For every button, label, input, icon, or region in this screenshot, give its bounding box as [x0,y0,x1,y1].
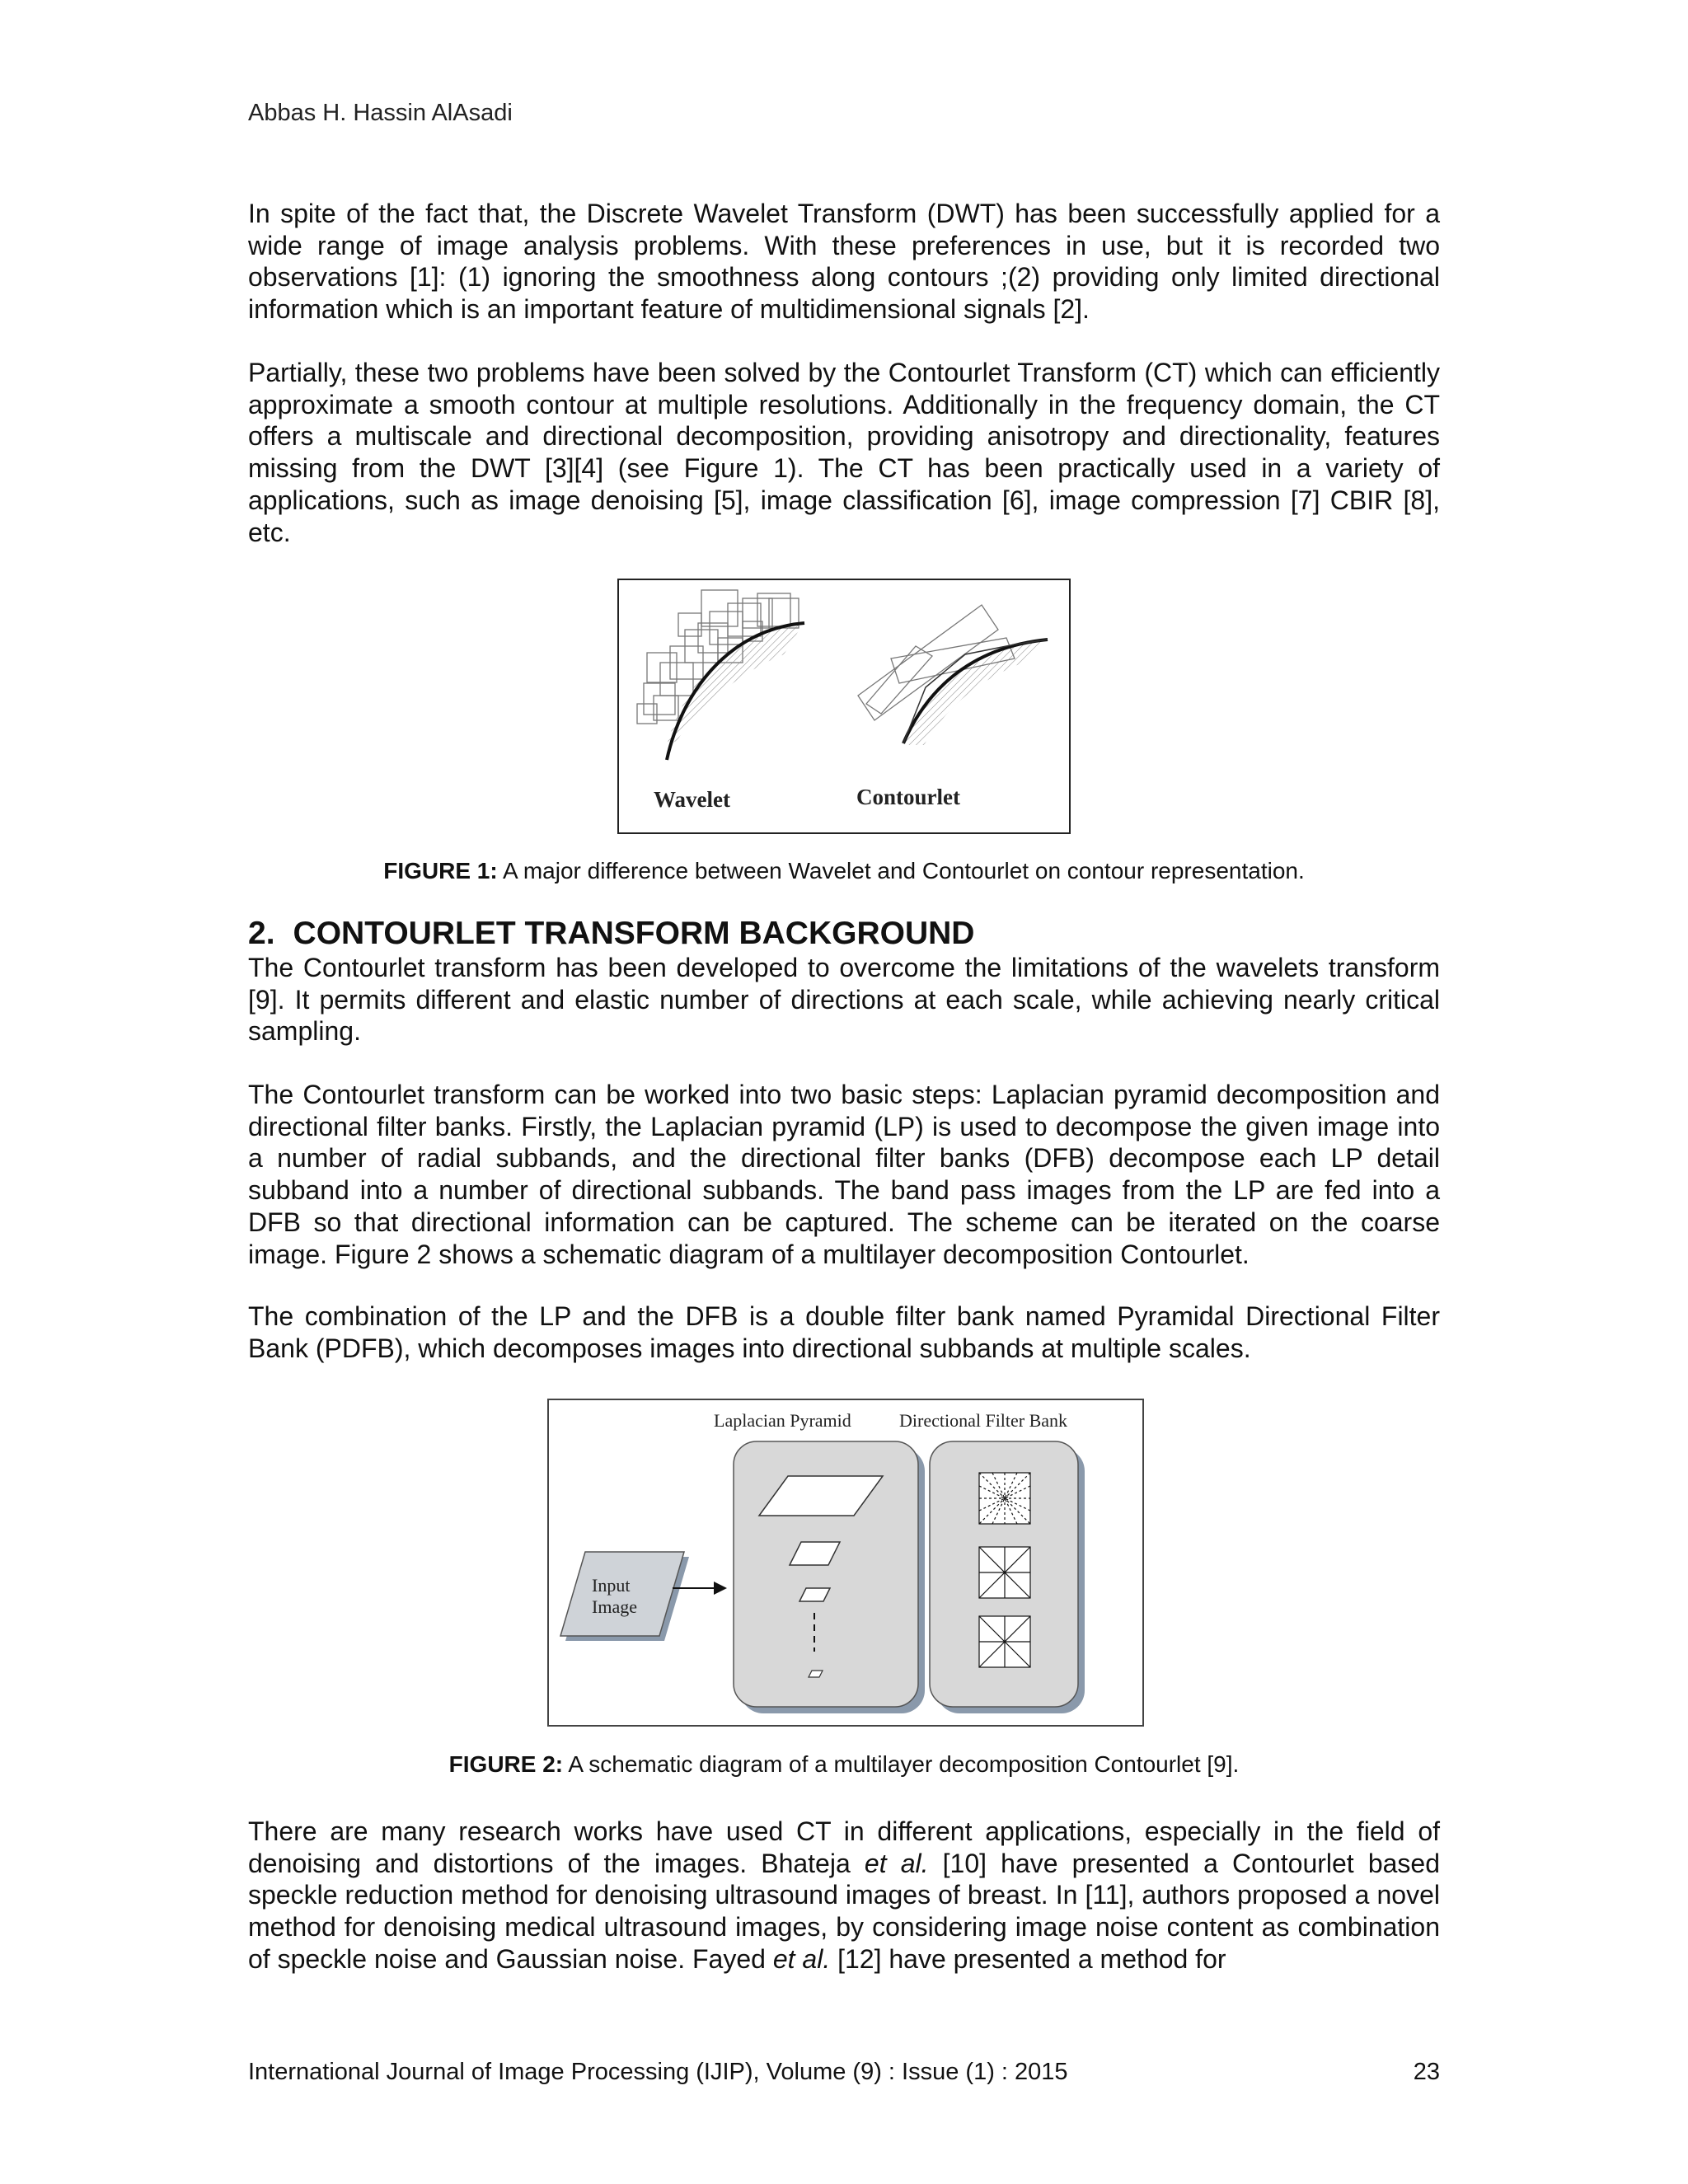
wavelet-hatch [667,621,804,745]
label-wavelet: Wavelet [654,787,730,812]
paragraph-contourlet-intro: Partially, these two problems have been solved by the Contourlet Transform (CT) which can efficiently approximate a smooth contour at multiple resolutions. Additionally in the frequency domain, the CT offers a multiscale and directional decomposition, providing anisotropy and directionality, features missing from the DWT [3][4] (see Figure 1). The CT has been practically used in a variety of applications, such as image denoising [5], image classification [6], image compression [7] CBIR [8], etc. [248,358,1440,547]
section-title: CONTOURLET TRANSFORM BACKGROUND [293,916,975,951]
paragraph-ct-overview: The Contourlet transform has been developed to overcome the limitations of the wavelets transform [9]. It permits different and elastic number of directions at each scale, while achieving nearly critical sampling. [248,953,1440,1047]
related-work-et-al-2: et al. [772,1943,831,1974]
paragraph-ct-steps: The Contourlet transform can be worked into two basic steps: Laplacian pyramid decomposition and directional filter banks. Firstly, the Laplacian pyramid (LP) is used to decompose the given image into a number of radial subbands, and the directional filter banks (DFB) decompose each LP detail subband into a number of directional subbands. The band pass images from the LP are fed into a DFB so that directional information can be captured. The scheme can be iterated on the coarse image. Figure 2 shows a schematic diagram of a multilayer decomposition Contourlet. [248,1080,1440,1269]
figure-1-box [617,579,1071,834]
label-contourlet: Contourlet [856,785,960,809]
dfb-block-2 [979,1547,1030,1598]
running-header-author: Abbas H. Hassin AlAsadi [248,100,513,126]
figure-1-caption [248,857,1440,885]
figure-2-box [547,1399,1144,1727]
label-laplacian-pyramid: Laplacian Pyramid [714,1410,851,1431]
figure-2-caption [248,1750,1440,1779]
figure-2-caption-text: A schematic diagram of a multilayer decomposition Contourlet [9]. [563,1751,1240,1777]
related-work-part-2: [10] have presented a Contourlet based speckle reduction method for denoising ultrasound images of breast. In [11], authors proposed a novel method for denoising medical ultrasound images, by considering image noise content as combination of speckle noise and Gaussian noise. Fayed [248,1848,1441,1974]
footer-journal: International Journal of Image Processing (IJIP), Volume (9) : Issue (1) : 2015 [248,2059,1068,2085]
label-image: Image [592,1596,637,1617]
figure-1-caption-label: FIGURE 1: [383,858,498,883]
input-arrow-head [714,1582,727,1595]
paragraph-pdfb: The combination of the LP and the DFB is a double filter bank named Pyramidal Directional Filter Bank (PDFB), which decomposes images into directional subbands at multiple scales. [248,1301,1440,1363]
related-work-part-1: There are many research works have used CT in different applications, especially in the field of denoising and distortions of the images. Bhateja [248,1816,1440,1878]
figure-2-diagram [549,1400,1142,1725]
paragraph-related-work [248,1816,1440,1975]
figure-1-caption-text: A major difference between Wavelet and Contourlet on contour representation. [497,858,1305,883]
contourlet-hatch [903,638,1048,745]
dfb-block-1 [979,1473,1030,1524]
footer-page-number: 23 [1413,2059,1440,2085]
paragraph-dwt-intro: In spite of the fact that, the Discrete Wavelet Transform (DWT) has been successfully applied for a wide range of image analysis problems. With these preferences in use, but it is recorded two observations [1]: (1) ignoring the smoothness along contours ;(2) providing only limited directional information which is an important feature of multidimensional signals [2]. [248,199,1440,325]
label-directional-filter-bank: Directional Filter Bank [899,1410,1068,1431]
figure-2-caption-label: FIGURE 2: [448,1751,564,1777]
section-heading [248,915,974,953]
section-number: 2. [248,916,275,951]
dfb-block-3 [979,1616,1030,1667]
related-work-et-al-1: et al. [864,1848,929,1878]
page-footer [248,2057,1440,2087]
label-input: Input [592,1575,631,1596]
figure-1-illustration [619,580,1069,832]
related-work-part-3: [12] have presented a method for [830,1943,1226,1974]
